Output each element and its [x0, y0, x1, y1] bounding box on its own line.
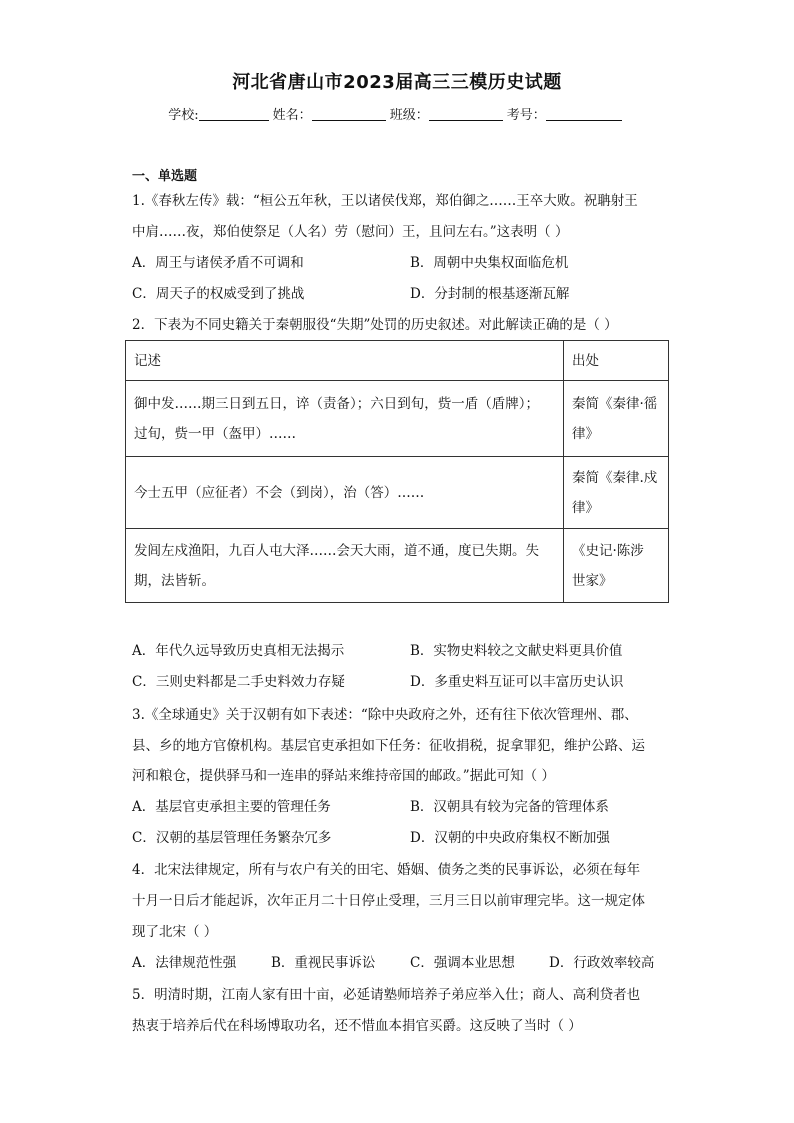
source-text: 秦简《秦律·徭: [572, 395, 658, 412]
q2-option-a[interactable]: A．年代久远导致历史真相无法揭示: [132, 643, 345, 659]
source-cell: [564, 529, 669, 603]
section-title: 一、单选题: [132, 169, 198, 184]
school-blank[interactable]: [199, 108, 269, 121]
table-header-row: [126, 341, 669, 381]
class-label: 班级：: [389, 108, 429, 123]
exam-no-blank[interactable]: [546, 108, 622, 121]
table-row: [126, 529, 669, 603]
q3-option-d[interactable]: D．汉朝的中央政府集权不断加强: [410, 830, 610, 846]
source-text: 《史记·陈涉: [572, 542, 644, 559]
q5-stem-line-1: 5．明清时期，江南人家有田十亩，必延请塾师培养子弟应举入仕；商人、高利贷者也: [132, 987, 641, 1003]
record-text: 御中发……期三日到五日，谇（责备）；六日到旬，赀一盾（盾牌）；: [134, 395, 539, 412]
table-row: [126, 381, 669, 457]
record-cell: [126, 529, 564, 603]
q3-option-c[interactable]: C．汉朝的基层管理任务繁杂冗多: [132, 830, 332, 846]
source-cell: [564, 457, 669, 529]
q1-stem-line-1: 1.《春秋左传》载：“桓公五年秋，王以诸侯伐郑，郑伯御之……王卒大败。祝聃射王: [132, 193, 638, 209]
q3-option-a[interactable]: A．基层官吏承担主要的管理任务: [132, 799, 331, 815]
record-cell: [126, 457, 564, 529]
q2-stem: 2．下表为不同史籍关于秦朝服役“失期”处罚的历史叙述。对此解读正确的是（ ）: [132, 317, 618, 333]
q3-stem-line-1: 3.《全球通史》关于汉朝有如下表述：“除中央政府之外，还有往下依次管理州、郡、: [132, 707, 638, 723]
q1-stem-line-2: 中肩……夜，郑伯使祭足（人名）劳（慰问）王，且问左右。”这表明（ ）: [132, 224, 569, 240]
source-text: 律》: [572, 499, 599, 516]
q4-stem-line-3: 现了北宋（ ）: [132, 924, 218, 940]
q1-option-b[interactable]: B．周朝中央集权面临危机: [410, 255, 569, 271]
q3-option-b[interactable]: B．汉朝具有较为完备的管理体系: [410, 799, 609, 815]
source-table: [125, 340, 669, 603]
record-text: 期，法皆斩。: [134, 572, 215, 589]
name-label: 姓名：: [272, 108, 312, 123]
q2-option-d[interactable]: D．多重史料互证可以丰富历史认识: [410, 674, 624, 690]
record-cell: [126, 381, 564, 457]
q2-option-c[interactable]: C．三则史料都是二手史料效力存疑: [132, 674, 345, 690]
source-text: 世家》: [572, 572, 613, 589]
source-text: 律》: [572, 425, 599, 442]
name-blank[interactable]: [312, 108, 386, 121]
q3-stem-line-3: 河和粮仓，提供驿马和一连串的驿站来维持帝国的邮政。”据此可知（ ）: [132, 768, 555, 784]
q3-stem-line-2: 县、乡的地方官僚机构。基层官吏承担如下任务：征收捐税，捉拿罪犯，维护公路、运: [132, 738, 645, 754]
class-blank[interactable]: [429, 108, 503, 121]
exam-no-label: 考号：: [506, 108, 546, 123]
q4-option-d[interactable]: D．行政效率较高: [549, 955, 655, 971]
student-info-line: [0, 104, 794, 123]
q2-option-b[interactable]: B．实物史料较之文献史料更具价值: [410, 643, 623, 659]
school-label: 学校:: [168, 108, 199, 123]
record-text: 今士五甲（应征者）不会（到岗），治（答）……: [134, 484, 425, 501]
q1-option-a[interactable]: A．周王与诸侯矛盾不可调和: [132, 255, 304, 271]
q4-stem-line-1: 4．北宋法律规定，所有与农户有关的田宅、婚姻、债务之类的民事诉讼，必须在每年: [132, 862, 641, 878]
source-cell: [564, 381, 669, 457]
header-record: 记述: [126, 341, 564, 381]
q1-option-d[interactable]: D．分封制的根基逐渐瓦解: [410, 286, 570, 302]
q4-stem-line-2: 十月一日后才能起诉，次年正月二十日停止受理，三月三日以前审理完毕。这一规定体: [132, 893, 645, 909]
q1-option-c[interactable]: C．周天子的权威受到了挑战: [132, 286, 305, 302]
q4-option-c[interactable]: C．强调本业思想: [410, 955, 515, 971]
table-row: [126, 457, 669, 529]
q4-option-b[interactable]: B．重视民事诉讼: [271, 955, 376, 971]
source-text: 秦简《秦律.戍: [572, 469, 658, 486]
page-title: 河北省唐山市2023届高三三模历史试题: [232, 72, 562, 93]
record-text: 发闾左戍渔阳，九百人屯大泽……会天大雨，道不通，度已失期。失: [134, 542, 539, 559]
record-text: 过旬，赀一甲（盔甲）……: [134, 425, 296, 442]
q5-stem-line-2: 热衷于培养后代在科场博取功名，还不惜血本捐官买爵。这反映了当时（ ）: [132, 1018, 582, 1034]
header-source: 出处: [564, 341, 669, 381]
q4-option-a[interactable]: A．法律规范性强: [132, 955, 237, 971]
